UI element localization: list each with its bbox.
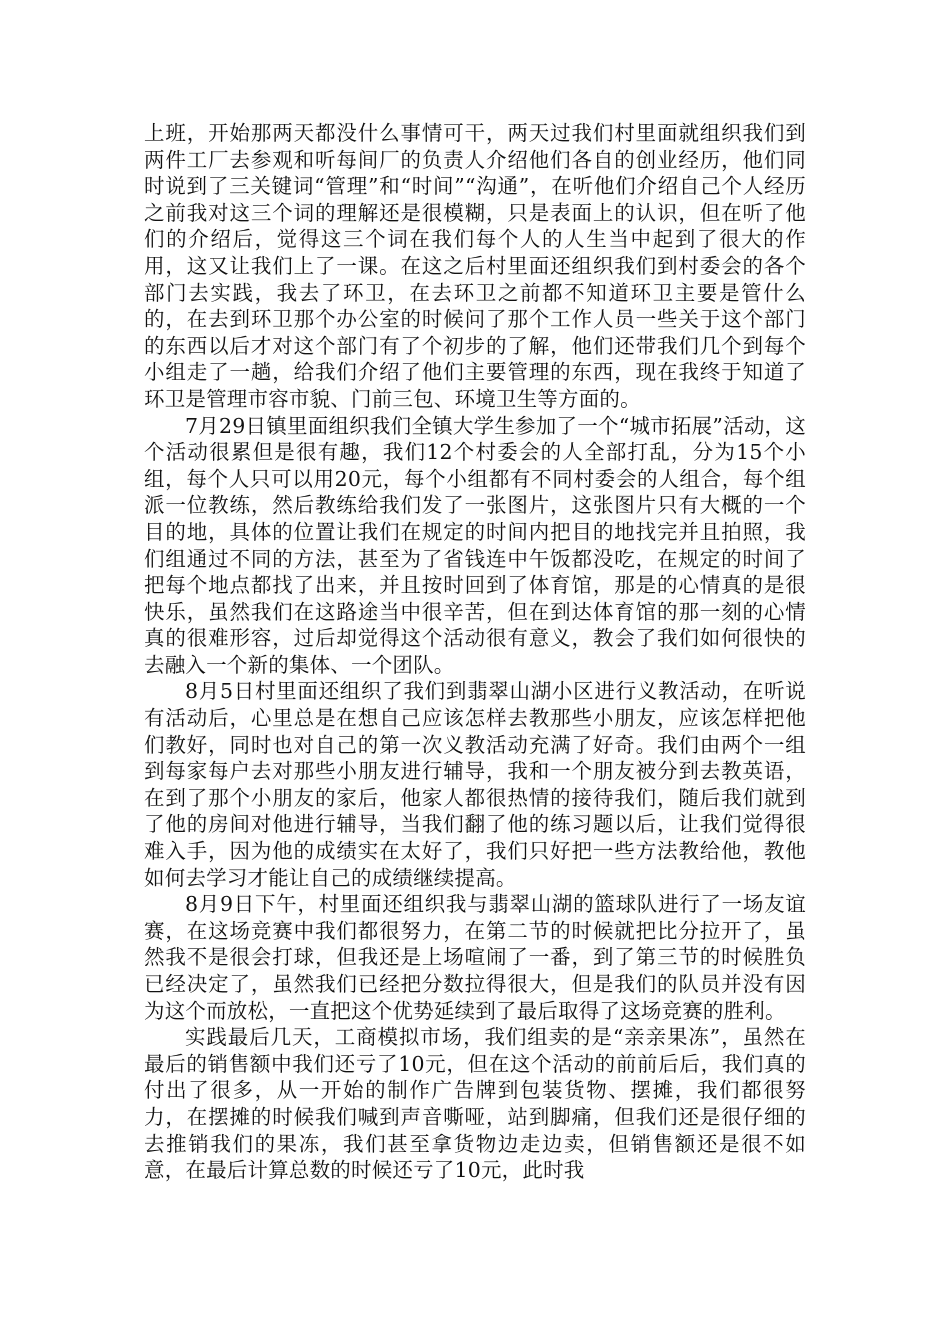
paragraph-2: 7月29日镇里面组织我们全镇大学生参加了一个“城市拓展”活动，这个活动很累但是很有趣，我们12个村委会的人全部打乱，分为15个小组，每个人只可以用20元，每个小组都有不同村委会的人组合，每个组派一位教练，然后教练给我们发了一张图片，这张图片只有大概的一个目的地，具体的位置让我们在规定的时间内把目的地找完并且拍照，我们组通过不同的方法，甚至为了省钱连中午饭都没吃，在规定的时间了把每个地点都找了出来，并且按时回到了体育馆，那是的心情真的是很快乐，虽然我们在这路途当中很辛苦，但在到达体育馆的那一刻的心情真的很难形容，过后却觉得这个活动很有意义，教会了我们如何很快的去融入一个新的集体、一个团队。 <box>144 413 806 677</box>
paragraph-5: 实践最后几天，工商模拟市场，我们组卖的是“亲亲果冻”，虽然在最后的销售额中我们还亏了10元，但在这个活动的前前后后，我们真的付出了很多，从一开始的制作广告牌到包装货物、摆摊，我们都很努力，在摆摊的时候我们喊到声音嘶哑，站到脚痛，但我们还是很仔细的去推销我们的果冻，我们甚至拿货物边走边卖，但销售额还是很不如意，在最后计算总数的时候还亏了10元，此时我 <box>144 1025 806 1183</box>
document-page <box>144 120 806 1184</box>
paragraph-1: 上班，开始那两天都没什么事情可干，两天过我们村里面就组织我们到 两件工厂去参观和听每间厂的负责人介绍他们各自的创业经历，他们同时说到了三关键词“管理”和“时间”“沟通”，在听他们介绍自己个人经历之前我对这三个词的理解还是很模糊，只是表面上的认识，但在听了他们的介绍后，觉得这三个词在我们每个人的人生当中起到了很大的作用，这又让我们上了一课。在这之后村里面还组织我们到村委会的各个部门去实践，我去了环卫，在去环卫之前都不知道环卫主要是管什么的，在去到环卫那个办公室的时候问了那个工作人员一些关于这个部门的东西以后才对这个部门有了个初步的了解，他们还带我们几个到每个小组走了一趟，给我们介绍了他们主要管理的东西，现在我终于知道了环卫是管理市容市貌、门前三包、环境卫生等方面的。 <box>144 121 806 411</box>
paragraph-3: 8月5日村里面还组织了我们到翡翠山湖小区进行义教活动，在听说有活动后，心里总是在想自己应该怎样去教那些小朋友，应该怎样把他们教好，同时也对自己的第一次义教活动充满了好奇。我们由两个一组到每家每户去对那些小朋友进行辅导，我和一个朋友被分到去教英语，在到了那个小朋友的家后，他家人都很热情的接待我们，随后我们就到了他的房间对他进行辅导，当我们翻了他的练习题以后，让我们觉得很难入手，因为他的成绩实在太好了，我们只好把一些方法教给他，教他如何去学习才能让自己的成绩继续提高。 <box>144 679 806 890</box>
paragraph-4: 8月9日下午，村里面还组织我与翡翠山湖的篮球队进行了一场友谊赛，在这场竞赛中我们都很努力，在第二节的时候就把比分拉开了，虽然我不是很会打球，但我还是上场喧闹了一番，到了第三节的时候胜负已经决定了，虽然我们已经把分数拉得很大，但是我们的队员并没有因为这个而放松，一直把这个优势延续到了最后取得了这场竞赛的胜利。 <box>144 892 806 1023</box>
